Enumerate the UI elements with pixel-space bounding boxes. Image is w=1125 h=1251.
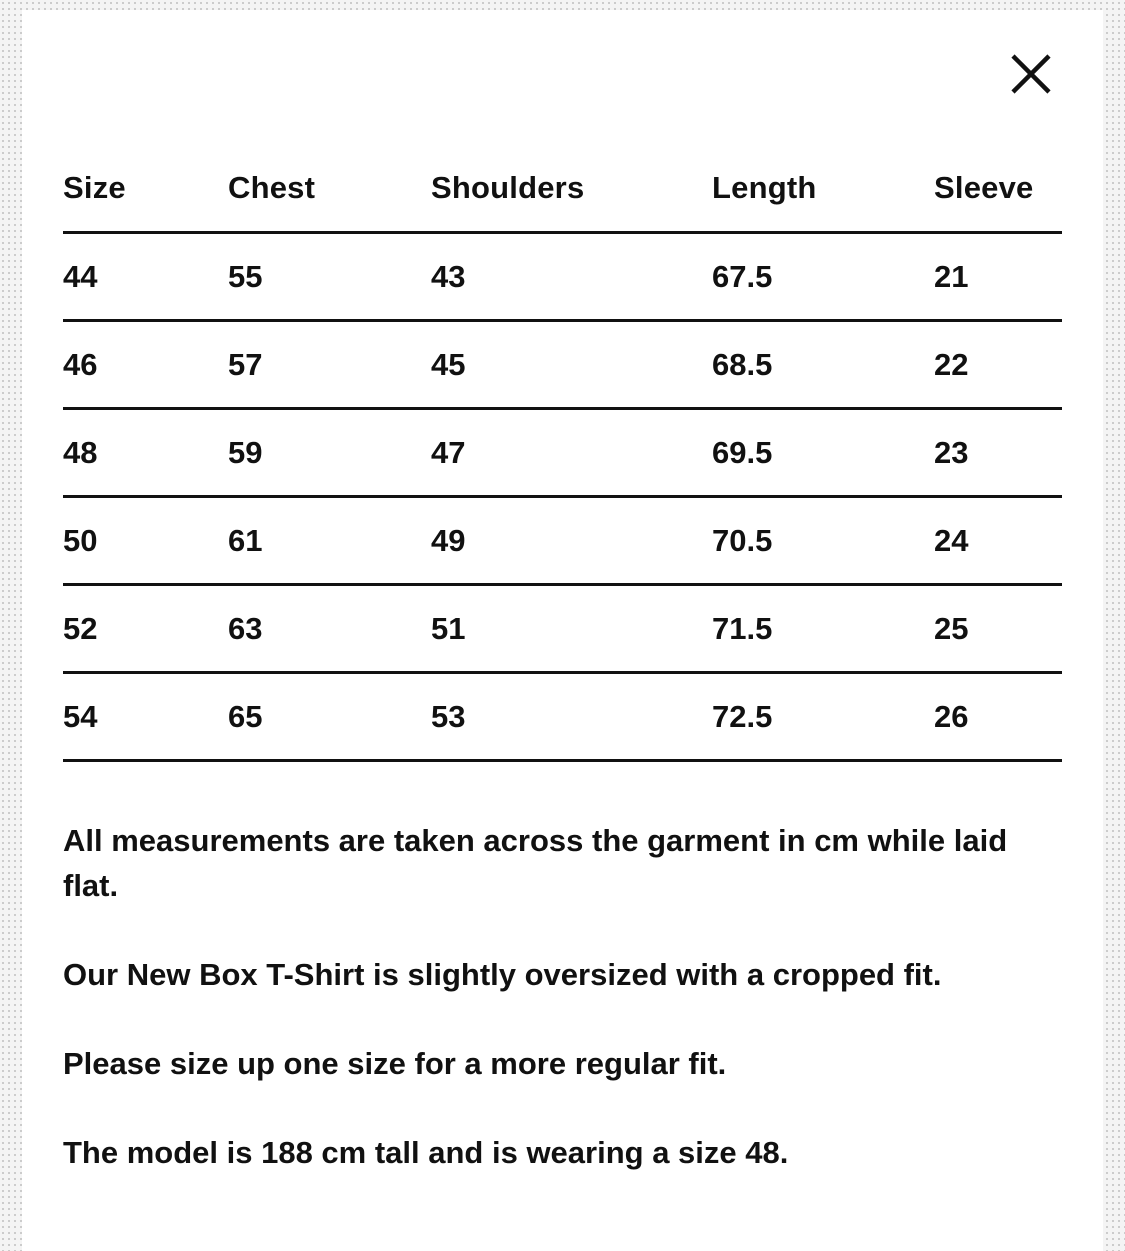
cell-shoulders: 49 <box>431 497 712 585</box>
cell-shoulders: 53 <box>431 673 712 761</box>
note-size-up: Please size up one size for a more regular fit. <box>63 1046 727 1081</box>
size-chart-table <box>63 145 1062 762</box>
table-header-row <box>63 145 1062 233</box>
close-button[interactable] <box>1007 50 1055 98</box>
cell-size: 46 <box>63 321 228 409</box>
note-fit: Our New Box T-Shirt is slightly oversized with a cropped fit. <box>63 957 942 992</box>
table-row <box>63 321 1062 409</box>
header-size: Size <box>63 145 228 233</box>
cell-length: 69.5 <box>712 409 934 497</box>
cell-chest: 57 <box>228 321 431 409</box>
cell-sleeve: 23 <box>934 409 1062 497</box>
header-sleeve: Sleeve <box>934 145 1062 233</box>
note-model: The model is 188 cm tall and is wearing a size 48. <box>63 1135 789 1170</box>
cell-size: 44 <box>63 233 228 321</box>
table-row <box>63 409 1062 497</box>
cell-shoulders: 47 <box>431 409 712 497</box>
cell-length: 67.5 <box>712 233 934 321</box>
cell-length: 72.5 <box>712 673 934 761</box>
header-chest: Chest <box>228 145 431 233</box>
cell-sleeve: 22 <box>934 321 1062 409</box>
cell-size: 48 <box>63 409 228 497</box>
cell-sleeve: 21 <box>934 233 1062 321</box>
table-row <box>63 233 1062 321</box>
cell-length: 70.5 <box>712 497 934 585</box>
cell-shoulders: 51 <box>431 585 712 673</box>
cell-sleeve: 25 <box>934 585 1062 673</box>
cell-chest: 63 <box>228 585 431 673</box>
table-row <box>63 585 1062 673</box>
size-guide-modal <box>22 10 1103 1251</box>
cell-chest: 55 <box>228 233 431 321</box>
cell-shoulders: 43 <box>431 233 712 321</box>
table-row <box>63 497 1062 585</box>
note-measurements: All measurements are taken across the garment in cm while laid flat. <box>63 823 1008 903</box>
cell-chest: 65 <box>228 673 431 761</box>
cell-chest: 61 <box>228 497 431 585</box>
cell-sleeve: 26 <box>934 673 1062 761</box>
cell-chest: 59 <box>228 409 431 497</box>
header-shoulders: Shoulders <box>431 145 712 233</box>
cell-shoulders: 45 <box>431 321 712 409</box>
cell-size: 54 <box>63 673 228 761</box>
table-row <box>63 673 1062 761</box>
size-notes <box>63 818 1053 1219</box>
cell-sleeve: 24 <box>934 497 1062 585</box>
cell-size: 50 <box>63 497 228 585</box>
close-icon <box>1007 50 1055 98</box>
header-length: Length <box>712 145 934 233</box>
cell-length: 68.5 <box>712 321 934 409</box>
cell-size: 52 <box>63 585 228 673</box>
cell-length: 71.5 <box>712 585 934 673</box>
